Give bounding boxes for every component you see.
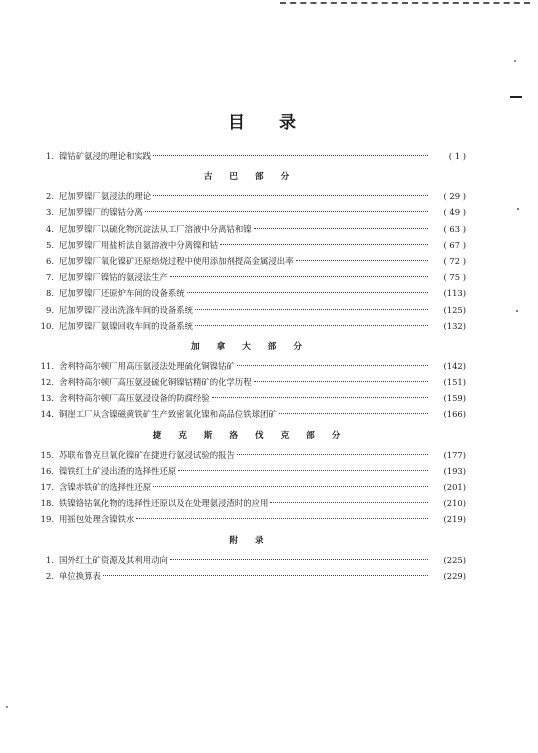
entry-number: 6. bbox=[46, 255, 54, 266]
entry-number: 17. bbox=[40, 482, 54, 492]
toc-entry bbox=[34, 390, 466, 406]
entry-page-number: ( 29 ) bbox=[443, 191, 466, 202]
entry-title: 单位换算表 bbox=[59, 570, 101, 581]
page-title: 目 录 bbox=[228, 113, 310, 133]
entry-number: 1. bbox=[46, 151, 54, 161]
dot-leader bbox=[220, 244, 428, 245]
entry-title: 铜崖工厂从含镍磁黄铁矿生产致密氧化镍和高品位铁球团矿 bbox=[59, 409, 277, 420]
table-of-contents bbox=[34, 140, 466, 584]
entry-title: 尼加罗镍厂镍钴的氨浸法生产 bbox=[59, 272, 168, 283]
entry-number: 2. bbox=[46, 191, 54, 202]
entry-title: 苏联布鲁克旦氧化镍矿在捷进行氨浸试验的报告 bbox=[59, 449, 235, 460]
toc-entry bbox=[34, 463, 466, 479]
toc-entry bbox=[34, 511, 466, 527]
dot-leader bbox=[195, 325, 428, 326]
entry-title: 尼加罗镍厂浸出洗涤车间的设备系统 bbox=[59, 304, 193, 315]
entry-number: 2. bbox=[46, 570, 54, 581]
dot-leader bbox=[187, 292, 428, 293]
entry-number: 8. bbox=[46, 288, 54, 299]
entry-page-number: (113) bbox=[443, 288, 466, 299]
toc-entry bbox=[34, 552, 466, 568]
entry-number: 4. bbox=[46, 223, 54, 234]
margin-mark bbox=[510, 96, 522, 98]
dot-leader bbox=[279, 413, 428, 414]
entry-page-number: (177) bbox=[443, 449, 466, 460]
entry-number: 5. bbox=[46, 239, 54, 250]
entry-number: 18. bbox=[40, 498, 54, 509]
dot-leader bbox=[153, 486, 428, 487]
entry-number: 11. bbox=[40, 360, 54, 371]
dot-leader bbox=[254, 381, 428, 382]
entry-title: 尼加罗镍厂以硫化物沉淀法从工厂溶液中分离钴和镍 bbox=[59, 223, 252, 234]
dot-leader bbox=[153, 155, 428, 156]
entry-title: 尼加罗镍厂氨镍回收车间的设备系统 bbox=[59, 320, 193, 331]
entry-page-number: (159) bbox=[443, 393, 466, 404]
entry-number: 13. bbox=[40, 393, 54, 404]
margin-mark bbox=[514, 60, 516, 62]
entry-page-number: (166) bbox=[443, 409, 466, 420]
toc-entry bbox=[34, 479, 466, 495]
entry-title: 镍钴矿氨浸的理论和实践 bbox=[59, 151, 152, 161]
toc-entry bbox=[34, 318, 466, 334]
entry-page-number: (219) bbox=[443, 514, 466, 525]
entry-page-number: ( 63 ) bbox=[443, 223, 466, 234]
toc-entry bbox=[34, 237, 466, 253]
entry-page-number: (225) bbox=[443, 554, 466, 565]
toc-entry bbox=[34, 447, 466, 463]
dot-leader bbox=[270, 502, 428, 503]
entry-page-number: (201) bbox=[443, 482, 466, 492]
margin-mark bbox=[517, 208, 519, 210]
dot-leader bbox=[170, 559, 428, 560]
toc-entry bbox=[34, 285, 466, 301]
dot-leader bbox=[145, 211, 428, 212]
entry-number: 12. bbox=[40, 377, 54, 388]
dot-leader bbox=[103, 575, 428, 576]
dot-leader bbox=[195, 309, 428, 310]
entry-page-number: (229) bbox=[443, 570, 466, 581]
toc-entry bbox=[34, 374, 466, 390]
entry-page-number: ( 72 ) bbox=[443, 255, 466, 266]
toc-entry bbox=[34, 253, 466, 269]
entry-page-number: (193) bbox=[443, 465, 466, 476]
entry-title: 舍利特高尔顿厂高压氨浸硫化铜镍钴精矿的化学历程 bbox=[59, 377, 252, 388]
entry-number: 15. bbox=[40, 449, 54, 460]
toc-entry bbox=[34, 148, 466, 164]
dot-leader bbox=[212, 397, 428, 398]
dot-leader bbox=[237, 365, 428, 366]
toc-entry bbox=[34, 358, 466, 374]
section-heading: 加 拿 大 部 分 bbox=[191, 341, 309, 352]
dot-leader bbox=[254, 228, 428, 229]
toc-entry bbox=[34, 406, 466, 422]
dot-leader bbox=[296, 260, 429, 261]
dot-leader bbox=[237, 454, 428, 455]
entry-page-number: (210) bbox=[443, 498, 466, 509]
dot-leader bbox=[178, 470, 428, 471]
entry-title: 用摇包处理含镍铁水 bbox=[59, 514, 135, 525]
entry-title: 尼加罗镍厂还原炉车间的设备系统 bbox=[59, 288, 185, 299]
entry-title: 尼加罗镍厂氨浸法的理论 bbox=[59, 191, 152, 202]
entry-page-number: ( 75 ) bbox=[443, 272, 466, 283]
entry-number: 16. bbox=[40, 465, 54, 476]
entry-number: 19. bbox=[40, 514, 54, 525]
toc-entry bbox=[34, 568, 466, 584]
toc-entry bbox=[34, 221, 466, 237]
entry-title: 尼加罗镍厂用盐析法自氨溶液中分离镍和钴 bbox=[59, 239, 219, 250]
entry-title: 国外红土矿资源及其利用动向 bbox=[59, 554, 168, 565]
dot-leader bbox=[170, 276, 428, 277]
section-heading: 附 录 bbox=[229, 535, 271, 546]
section-heading: 捷 克 斯 洛 伐 克 部 分 bbox=[152, 430, 348, 441]
entry-number: 10. bbox=[40, 320, 54, 331]
toc-spacer bbox=[34, 140, 466, 148]
toc-entry bbox=[34, 188, 466, 204]
entry-page-number: ( 1 ) bbox=[448, 151, 466, 161]
entry-page-number: ( 67 ) bbox=[443, 239, 466, 250]
dot-leader bbox=[153, 195, 428, 196]
section-heading: 古 巴 部 分 bbox=[203, 172, 297, 183]
dot-leader bbox=[136, 518, 428, 519]
margin-mark bbox=[6, 706, 8, 708]
top-edge-dash-line bbox=[280, 2, 530, 4]
toc-entry bbox=[34, 269, 466, 285]
toc-entry bbox=[34, 495, 466, 511]
entry-title: 尼加罗镍厂的镍钴分离 bbox=[59, 207, 143, 218]
entry-number: 1. bbox=[46, 554, 54, 565]
entry-number: 9. bbox=[46, 304, 54, 315]
entry-page-number: (151) bbox=[443, 377, 466, 388]
entry-title: 铁镍铬钴氧化物的选择性还原以及在处理氨浸渣时的应用 bbox=[59, 498, 269, 509]
entry-title: 含镍赤铁矿的选择性还原 bbox=[59, 482, 152, 492]
entry-page-number: (125) bbox=[443, 304, 466, 315]
entry-page-number: (132) bbox=[443, 320, 466, 331]
entry-number: 14. bbox=[40, 409, 54, 420]
entry-title: 舍利特高尔顿厂高压氨浸设备的防腐经验 bbox=[59, 393, 210, 404]
entry-title: 镍铁红土矿浸出渣的选择性还原 bbox=[59, 465, 177, 476]
toc-entry bbox=[34, 204, 466, 220]
toc-entry bbox=[34, 302, 466, 318]
entry-page-number: (142) bbox=[443, 360, 466, 371]
entry-number: 7. bbox=[46, 272, 54, 283]
entry-number: 3. bbox=[46, 207, 54, 218]
entry-title: 尼加罗镍厂氧化镍矿还原焙烧过程中使用添加剂提高金属浸出率 bbox=[59, 255, 294, 266]
margin-mark bbox=[516, 310, 518, 312]
entry-page-number: ( 49 ) bbox=[443, 207, 466, 218]
entry-title: 舍利特高尔顿厂用高压氨浸法处理硫化铜镍钴矿 bbox=[59, 360, 235, 371]
